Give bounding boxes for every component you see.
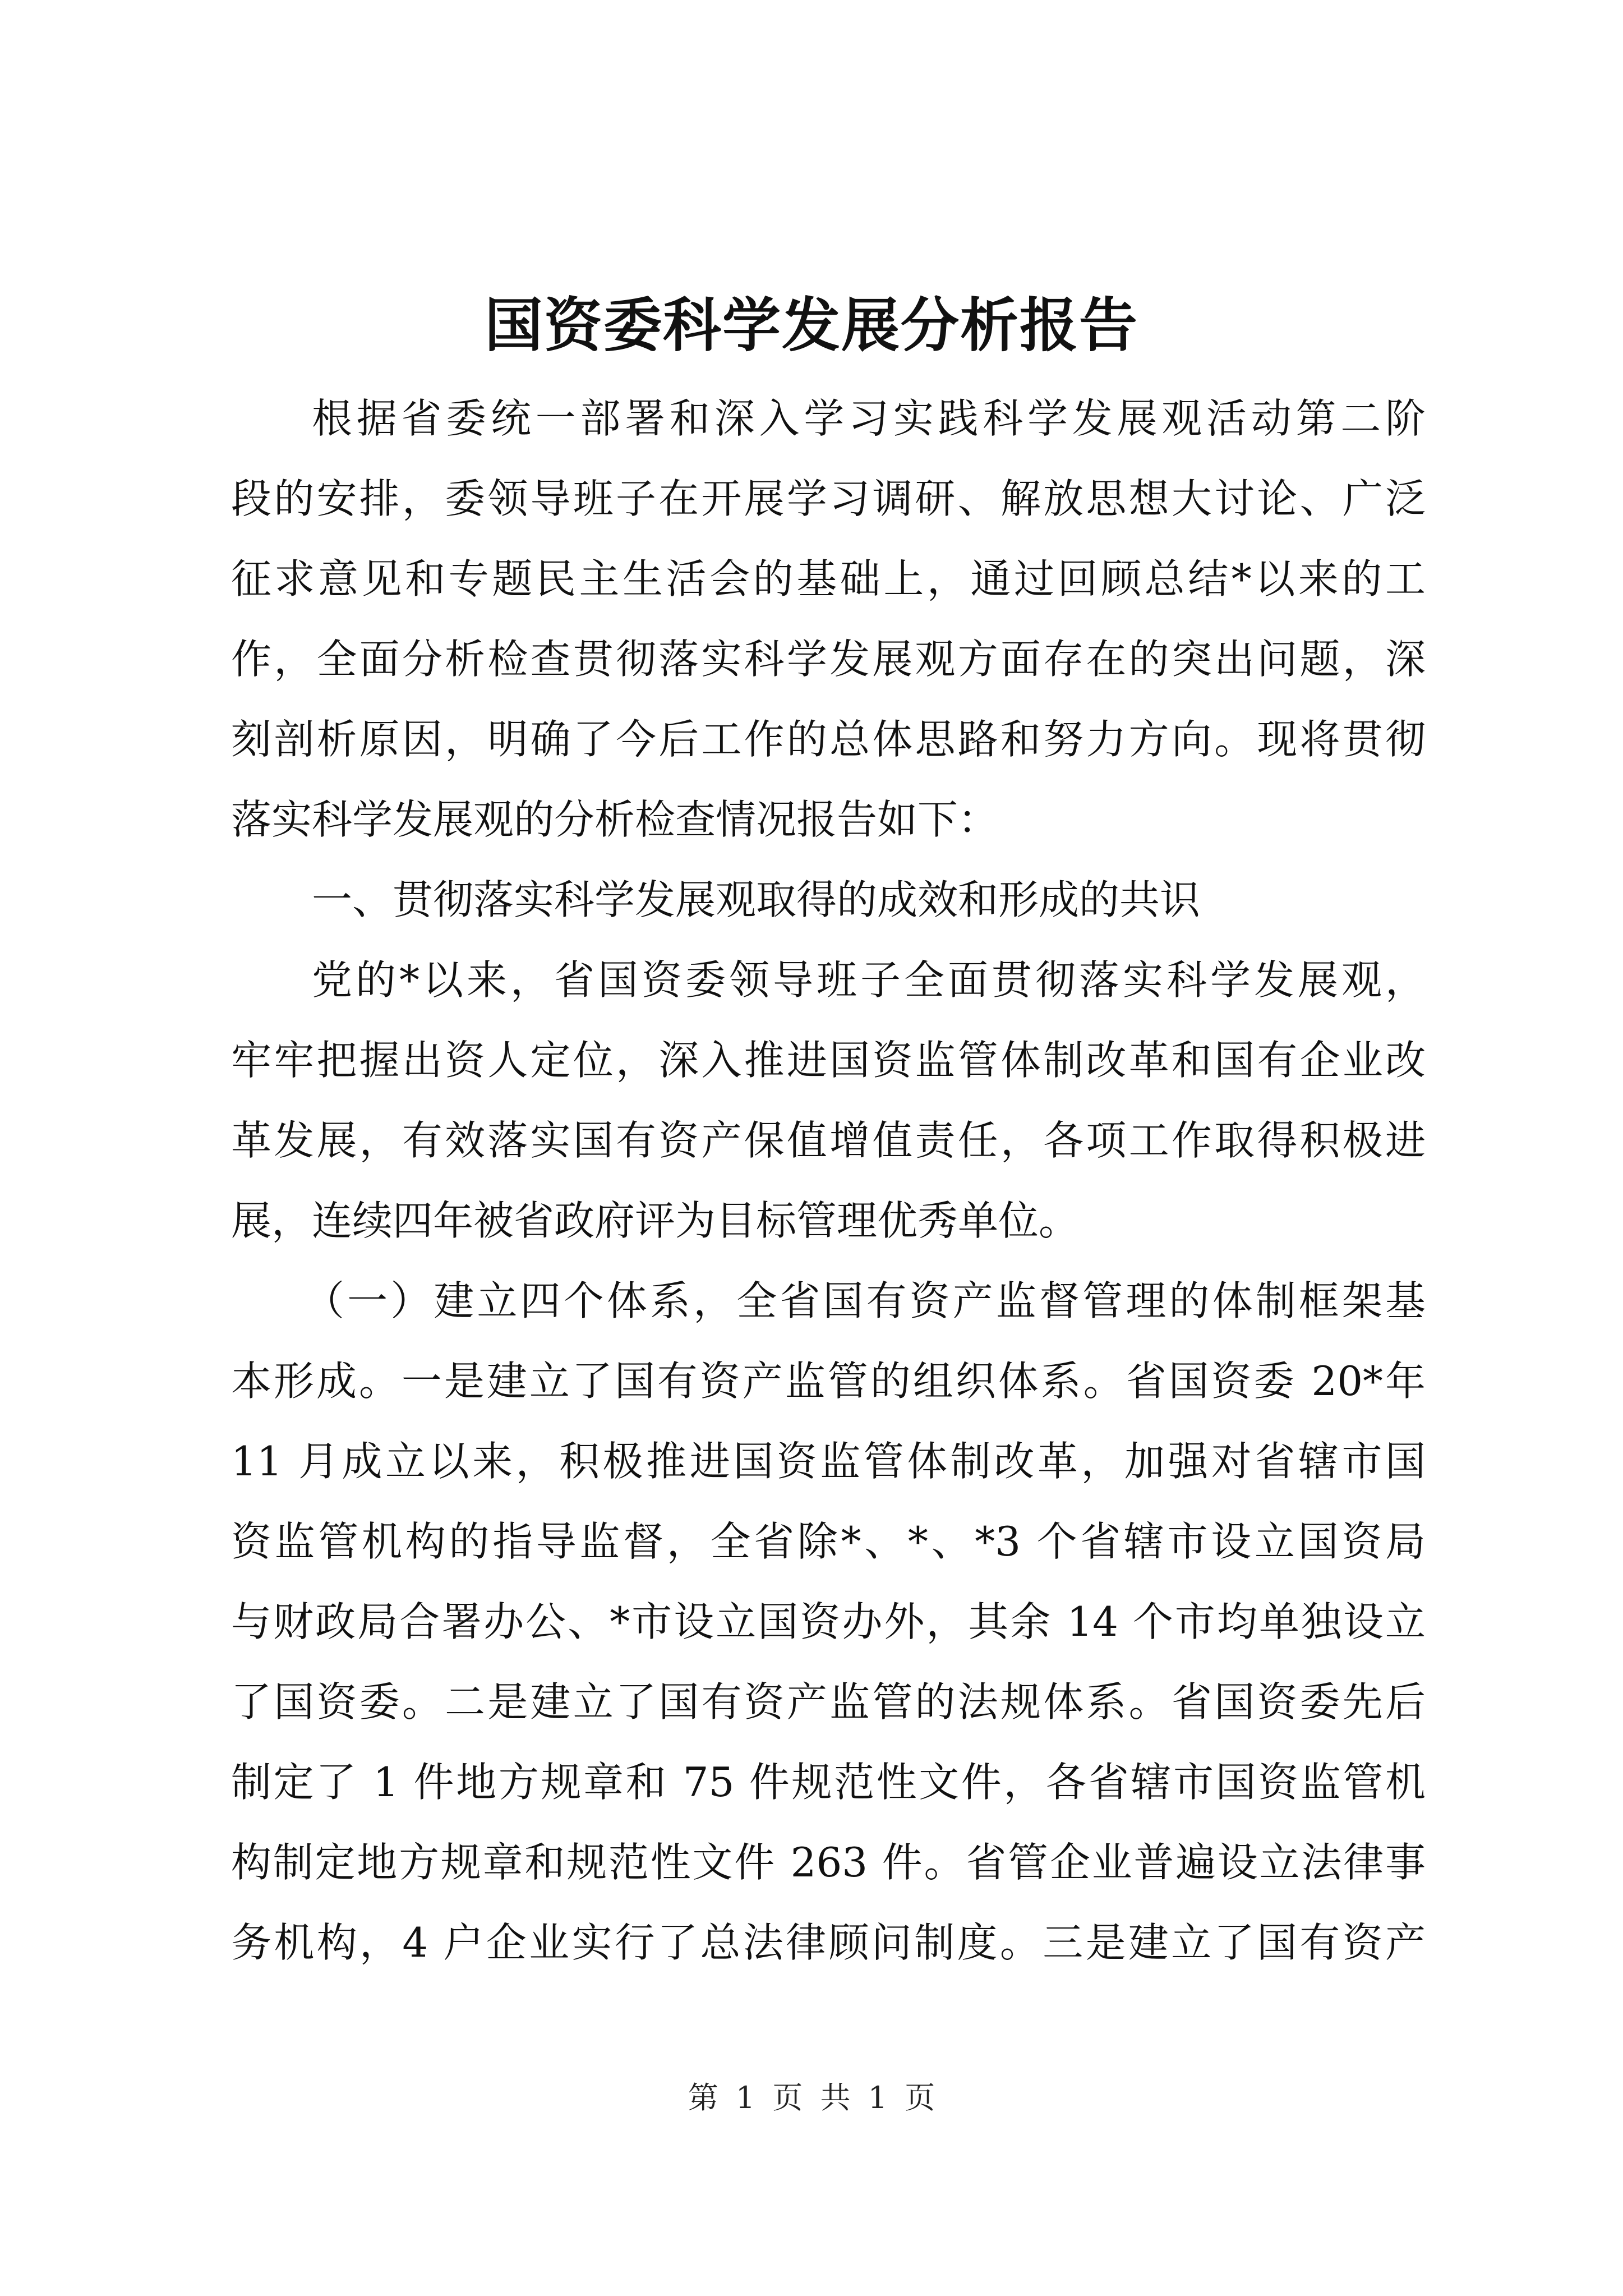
page-number: 第 1 页 共 1 页 [688, 2080, 935, 2115]
document-title: 国资委科学发展分析报告 [484, 291, 1138, 360]
paragraph-line: 落实科学发展观的分析检查情况报告如下： [231, 796, 999, 843]
paragraph-line: 征求意见和专题民主生活会的基础上，通过回顾总结*以来的工 [231, 555, 1426, 602]
paragraph-line: 党的*以来，省国资委领导班子全面贯彻落实科学发展观， [312, 956, 1426, 1004]
paragraph-line: 段的安排，委领导班子在开展学习调研、解放思想大讨论、广泛 [231, 475, 1426, 522]
paragraph-line: 11 月成立以来，积极推进国资监管体制改革，加强对省辖市国 [231, 1438, 1426, 1485]
paragraph-line: 构制定地方规章和规范性文件 263 件。省管企业普遍设立法律事 [231, 1839, 1426, 1886]
paragraph-line: 根据省委统一部署和深入学习实践科学发展观活动第二阶 [312, 395, 1426, 442]
section-heading: 一、贯彻落实科学发展观取得的成效和形成的共识 [312, 876, 1201, 923]
paragraph-line: 革发展，有效落实国有资产保值增值责任，各项工作取得积极进 [231, 1117, 1426, 1164]
paragraph-line: 务机构，4 户企业实行了总法律顾问制度。三是建立了国有资产 [231, 1919, 1426, 1966]
paragraph-line: 刻剖析原因，明确了今后工作的总体思路和努力方向。现将贯彻 [231, 716, 1426, 763]
paragraph-line: 制定了 1 件地方规章和 75 件规范性文件，各省辖市国资监管机 [231, 1759, 1426, 1806]
paragraph-line: 了国资委。二是建立了国有资产监管的法规体系。省国资委先后 [231, 1678, 1426, 1726]
paragraph-line: 牢牢把握出资人定位，深入推进国资监管体制改革和国有企业改 [231, 1037, 1426, 1084]
paragraph-line: （一）建立四个体系，全省国有资产监督管理的体制框架基 [304, 1277, 1426, 1324]
paragraph-line: 展，连续四年被省政府评为目标管理优秀单位。 [231, 1197, 1080, 1244]
document-body [231, 379, 1426, 1983]
paragraph-line: 与财政局合署办公、*市设立国资办外，其余 14 个市均单独设立 [231, 1598, 1426, 1645]
paragraph-line: 本形成。一是建立了国有资产监管的组织体系。省国资委 20*年 [231, 1358, 1426, 1405]
paragraph-line: 作，全面分析检查贯彻落实科学发展观方面存在的突出问题，深 [231, 636, 1426, 683]
paragraph-line: 资监管机构的指导监督，全省除*、*、*3 个省辖市设立国资局 [231, 1518, 1426, 1565]
